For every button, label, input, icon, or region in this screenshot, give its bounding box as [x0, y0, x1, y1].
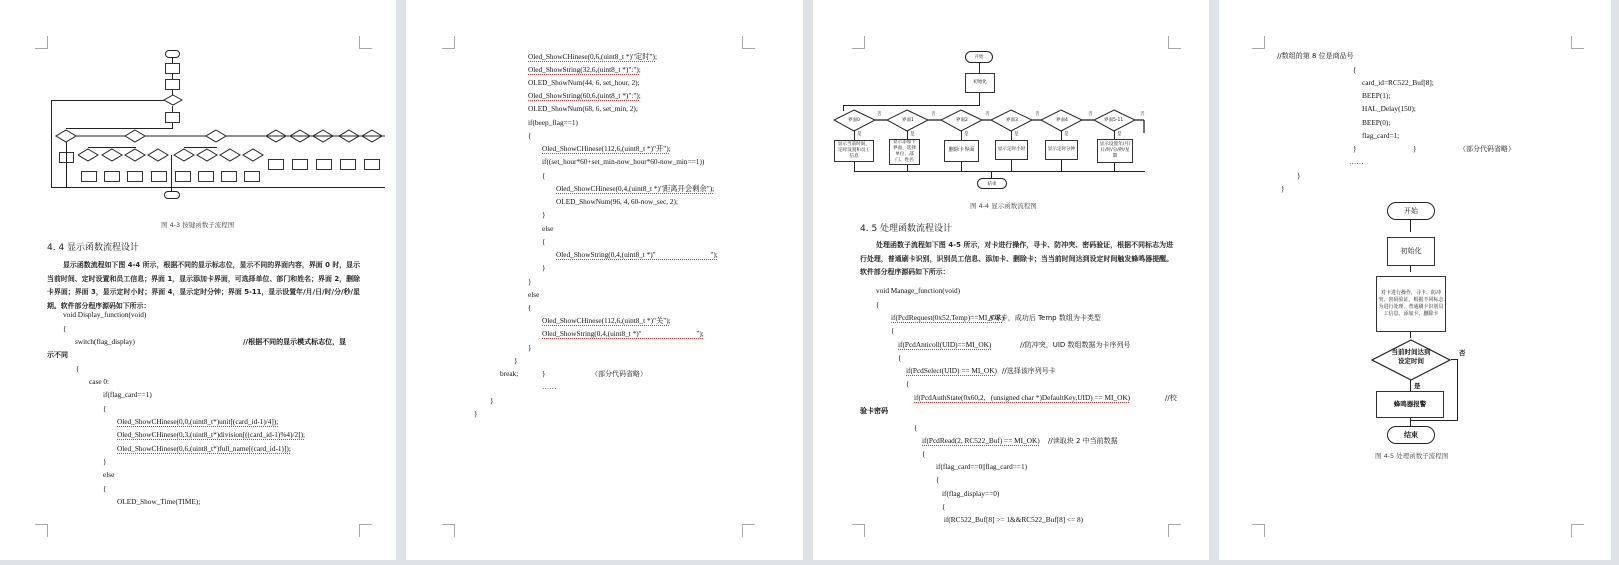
flowchart-merge-line: [854, 171, 1145, 172]
flowchart-decisions: [833, 109, 1203, 133]
flowchart-action: 删除卡界面: [944, 140, 979, 162]
flowchart-start: [165, 50, 180, 58]
flowchart-end: 结束: [977, 178, 1007, 189]
code-line: break;: [500, 369, 519, 378]
code-comment: //数组的第 8 位是商品号: [1277, 52, 1354, 60]
margin-corner-mark: [1571, 524, 1584, 537]
margin-corner-mark: [35, 524, 48, 537]
document-page-2: [406, 0, 803, 560]
code-line: }: [1353, 144, 1357, 153]
code-line: flag_card=1;: [1362, 131, 1400, 140]
code-comment: 验卡密码: [860, 407, 888, 415]
code-line: }: [474, 409, 478, 418]
flowchart-process: [292, 159, 308, 170]
code-line: OLED_Show_Time(TIME);: [117, 497, 201, 506]
section-heading: 4. 5 处理函数流程设计: [860, 224, 953, 234]
code-line: Oled_ShowString(60,6,(uint8_t *)":");: [528, 91, 641, 100]
figure-4-3-flowchart: [0, 0, 396, 210]
code-line: BEEP(0);: [1362, 118, 1391, 127]
no-label: 否: [877, 112, 882, 117]
flowchart-process: [221, 171, 237, 182]
code-line: {: [936, 475, 940, 484]
paragraph-text: 处理函数子流程如下图 4-5 所示，对卡进行操作，寻卡、防冲突、密码验证，根据不同标志为进行处理，普通刷卡识别，识别员工信息、添加卡、删除卡；当当前时间达到设定时间触发蜂鸣器提醒。软件部分程序源码如下所示：: [860, 241, 1173, 276]
code-line: }: [528, 343, 532, 352]
no-label: 否: [931, 112, 936, 117]
flowchart-decision-row: [78, 148, 268, 162]
margin-corner-mark: [359, 524, 372, 537]
margin-corner-mark: [1252, 524, 1265, 537]
flowchart-action: 显示定时分钟: [1045, 140, 1078, 160]
flowchart-alarm: 蜂鸣器报警: [1376, 391, 1444, 418]
code-line: Oled_ShowCHinese(0,4,(uint8_t *)"距离开会剩余");: [556, 184, 715, 193]
yes-label: 是: [857, 132, 862, 137]
figure-4-5-flowchart: [1219, 0, 1611, 470]
flowchart-process: [364, 159, 380, 170]
code-line: }: [490, 396, 494, 405]
code-comment: 示不同: [47, 351, 68, 359]
margin-corner-mark: [742, 36, 755, 49]
no-label: 否: [1140, 112, 1145, 117]
flowchart-init: 初始化: [965, 73, 995, 93]
code-line: {: [528, 303, 532, 312]
code-line: Oled_ShowCHinese(0,6,(uint8_t*)full_name[(card_id-1)]);: [117, 444, 291, 453]
flowchart-process: [340, 159, 356, 170]
code-comment: //寻卡，成功后 Temp 数组为卡类型: [989, 314, 1101, 322]
code-line: }: [514, 356, 518, 365]
flowchart-end: [164, 191, 180, 199]
yes-label: 是: [1117, 132, 1122, 137]
code-text: if(PcdRequest(0x52,Temp)==MI_OK): [891, 313, 1004, 322]
code-line: if(flag_card==0||flag_card==1): [936, 462, 1028, 471]
yes-label: 是: [1064, 132, 1069, 137]
code-line: [914, 393, 1130, 403]
code-line: }: [542, 210, 546, 219]
code-line: if(RC522_Buf[8] >= 1&&RC522_Buf[8] <= 8): [942, 515, 1084, 524]
code-line: OLED_ShowNum(68, 6, set_min, 2);: [528, 104, 638, 113]
code-line: if(beep_flag==1): [528, 118, 578, 127]
no-label: 否: [1035, 112, 1040, 117]
flowchart-process: [198, 171, 214, 182]
flowchart-action: 显示设置年/月/日/时/分/秒/星期: [1097, 139, 1133, 163]
code-comment: //选择该序列号卡: [1002, 367, 1056, 375]
code-line: {: [914, 423, 918, 432]
code-comment: //防冲突，UID 数组数据为卡序列号: [1020, 341, 1131, 349]
code-line: Oled_ShowCHinese(0,6,(uint8_t *)"定时");: [528, 52, 657, 61]
code-comment: //校: [1165, 394, 1177, 402]
flowchart-process: [165, 79, 180, 90]
code-line: {: [542, 237, 546, 246]
omitted-code-note: （部分代码省略）: [1459, 145, 1515, 153]
yes-label: 是: [1414, 382, 1421, 390]
code-line: [906, 366, 997, 376]
flowchart-merge-line: [51, 187, 385, 188]
figure-4-4-flowchart: [813, 0, 1209, 200]
code-line: else: [528, 290, 540, 299]
code-line: }: [1413, 144, 1417, 153]
no-label: 否: [985, 112, 990, 117]
code-line: [922, 436, 1040, 446]
body-paragraph: [860, 239, 1173, 280]
code-line: OLED_ShowNum(96, 4, 60-now_sec, 2);: [556, 197, 679, 206]
code-comment: //读取块 2 中当前数据: [1048, 437, 1118, 445]
paragraph-text: 显示函数流程如下图 4-4 所示，根据不同的显示标志位，显示不同的界面内容，界面 0 时，显示当前时间、定时设置和员工信息；界面 1，显示添加卡界面，可选择单位、部门和姓名；界面 2，删除卡界面；界面 3，显示定时小时；界面 4，显示定时分钟；界面 5-11，显示设置年/月/日/时/分/秒/星期。软件部分程序源码如下所示：: [47, 261, 360, 310]
flowchart-decision: [163, 94, 183, 106]
code-line: }: [1281, 184, 1285, 193]
decision-label: 界面2: [956, 118, 968, 123]
code-line: {: [1353, 65, 1357, 74]
margin-corner-mark: [742, 524, 755, 537]
flowchart-process: [165, 112, 180, 123]
code-line: {: [63, 324, 67, 333]
code-line: }: [542, 369, 546, 378]
code-text: if(PcdSelect(UID) == MI_OK): [906, 366, 997, 375]
code-line: switch(flag_display): [75, 337, 135, 346]
code-line: Oled_ShowString(0,4,(uint8_t *)" ");: [542, 329, 704, 338]
flowchart-action: 显示当前时间，定时设置和员工信息: [834, 140, 874, 162]
flowchart-process: [175, 171, 191, 182]
code-line: {: [103, 484, 107, 493]
margin-corner-mark: [1168, 524, 1181, 537]
figure-caption: 图 4-3 按键函数子流程图: [161, 221, 235, 229]
code-line: {: [906, 379, 910, 388]
code-line: if(flag_display==0): [942, 489, 1000, 498]
yes-label: 是: [910, 132, 915, 137]
yes-label: 是: [1014, 132, 1019, 137]
yes-label: 是: [964, 132, 969, 137]
decision-label: 界面4: [1056, 118, 1068, 123]
code-line: case 0:: [89, 377, 110, 386]
margin-corner-mark: [442, 524, 455, 537]
code-line: Oled_ShowCHinese(0,0,(uint8_t*)unit[(card_id-1)/4]);: [117, 417, 279, 426]
document-page-4: [1219, 0, 1611, 560]
code-text: if(PcdAnticoll(UID)==MI_OK): [898, 340, 992, 349]
code-line: BEEP(1);: [1362, 91, 1391, 100]
code-text: if(PcdRead(2, RC522_Buf) == MI_OK): [922, 436, 1040, 445]
flowchart-process: [81, 171, 97, 182]
no-label: 否: [1459, 349, 1466, 357]
code-line: [898, 340, 991, 350]
code-line: if(flag_card==1): [103, 390, 152, 399]
code-line: [891, 313, 1004, 323]
flowchart-start: 开始: [1387, 202, 1435, 220]
document-page-3: [813, 0, 1209, 560]
body-paragraph: [47, 259, 360, 313]
code-line: {: [528, 131, 532, 140]
code-text: if(PcdAuthState(0x60,2, (unsigned char *)DefaultKey,UID) == MI_OK): [914, 393, 1131, 402]
code-line: {: [103, 404, 107, 413]
flowchart-process: [104, 171, 120, 182]
code-line: }: [103, 457, 107, 466]
code-line: OLED_ShowNum(44, 6, set_hour, 2);: [528, 78, 640, 87]
code-line: HAL_Delay(150);: [1362, 104, 1416, 113]
flowchart-process: [268, 159, 284, 170]
decision-label: 界面3: [1006, 118, 1018, 123]
code-line: Oled_ShowString(32,6,(uint8_t *)":");: [528, 65, 641, 74]
code-ellipsis: ……: [1349, 157, 1364, 166]
code-line: {: [898, 353, 902, 362]
code-line: }: [528, 277, 532, 286]
flowchart-process: 对卡进行操作，寻卡、防冲突、密码验证，根据不同标志为进行处理，普通刷卡识别员工信息、添加卡、删除卡: [1376, 276, 1446, 332]
flowchart-process: [165, 63, 180, 74]
flowchart-process: [151, 171, 167, 182]
flowchart-start: 开始: [965, 51, 993, 63]
code-ellipsis: ……: [542, 382, 557, 391]
code-line: if((set_hour*60+set_min-now_hour*60-now_min==1)): [542, 157, 705, 166]
decision-label: 界面5-11: [1104, 118, 1124, 123]
code-line: {: [542, 171, 546, 180]
flowchart-process: [316, 159, 332, 170]
code-line: }: [1297, 171, 1301, 180]
document-page-1: [0, 0, 396, 560]
figure-caption: 图 4-4 显示函数流程图: [970, 202, 1037, 210]
decision-label: 当前时间达到设定时间: [1391, 348, 1431, 365]
decision-label: 界面0: [848, 118, 860, 123]
flowchart-process: [244, 171, 260, 182]
code-line: {: [942, 502, 946, 511]
figure-caption: 图 4-5 处理函数子流程图: [1375, 452, 1449, 460]
code-line: Oled_ShowCHinese(112,6,(uint8_t *)"开");: [542, 144, 671, 153]
decision-label: 界面1: [902, 118, 914, 123]
code-line: else: [542, 224, 554, 233]
section-heading: 4. 4 显示函数流程设计: [47, 243, 140, 253]
omitted-code-note: （部分代码省略）: [591, 370, 647, 378]
margin-corner-mark: [852, 524, 865, 537]
code-text: card_id=RC522_Buf[8];: [1362, 78, 1434, 87]
margin-corner-mark: [442, 36, 455, 49]
flowchart-decision-row: [55, 129, 385, 143]
code-line: void Manage_function(void): [876, 286, 961, 295]
flowchart-action: 显示添加卡界面，选择单位、部门、姓名: [889, 139, 920, 165]
flowchart-init: 初始化: [1387, 237, 1435, 266]
code-line: Oled_ShowCHinese(0,3,(uint8_t*)division[((card_id-1)%4)/2]);: [117, 430, 306, 439]
code-line: void Display_function(void): [63, 310, 147, 319]
no-label: 否: [1088, 112, 1093, 117]
code-line: Oled_ShowCHinese(112,6,(uint8_t *)"关");: [542, 316, 671, 325]
code-line: else: [103, 470, 115, 479]
code-comment: //根据不同的显示模式标志位，显: [243, 338, 347, 346]
flowchart-end: 结束: [1387, 426, 1435, 444]
code-line: {: [922, 449, 926, 458]
code-line: Oled_ShowString(0,4,(uint8_t *)" ");: [556, 250, 718, 259]
code-line: {: [76, 364, 80, 373]
code-line: {: [876, 300, 880, 309]
code-line: }: [542, 263, 546, 272]
flowchart-process: [127, 171, 143, 182]
flowchart-action: 显示定时小时: [995, 140, 1028, 160]
code-line: {: [891, 326, 895, 335]
